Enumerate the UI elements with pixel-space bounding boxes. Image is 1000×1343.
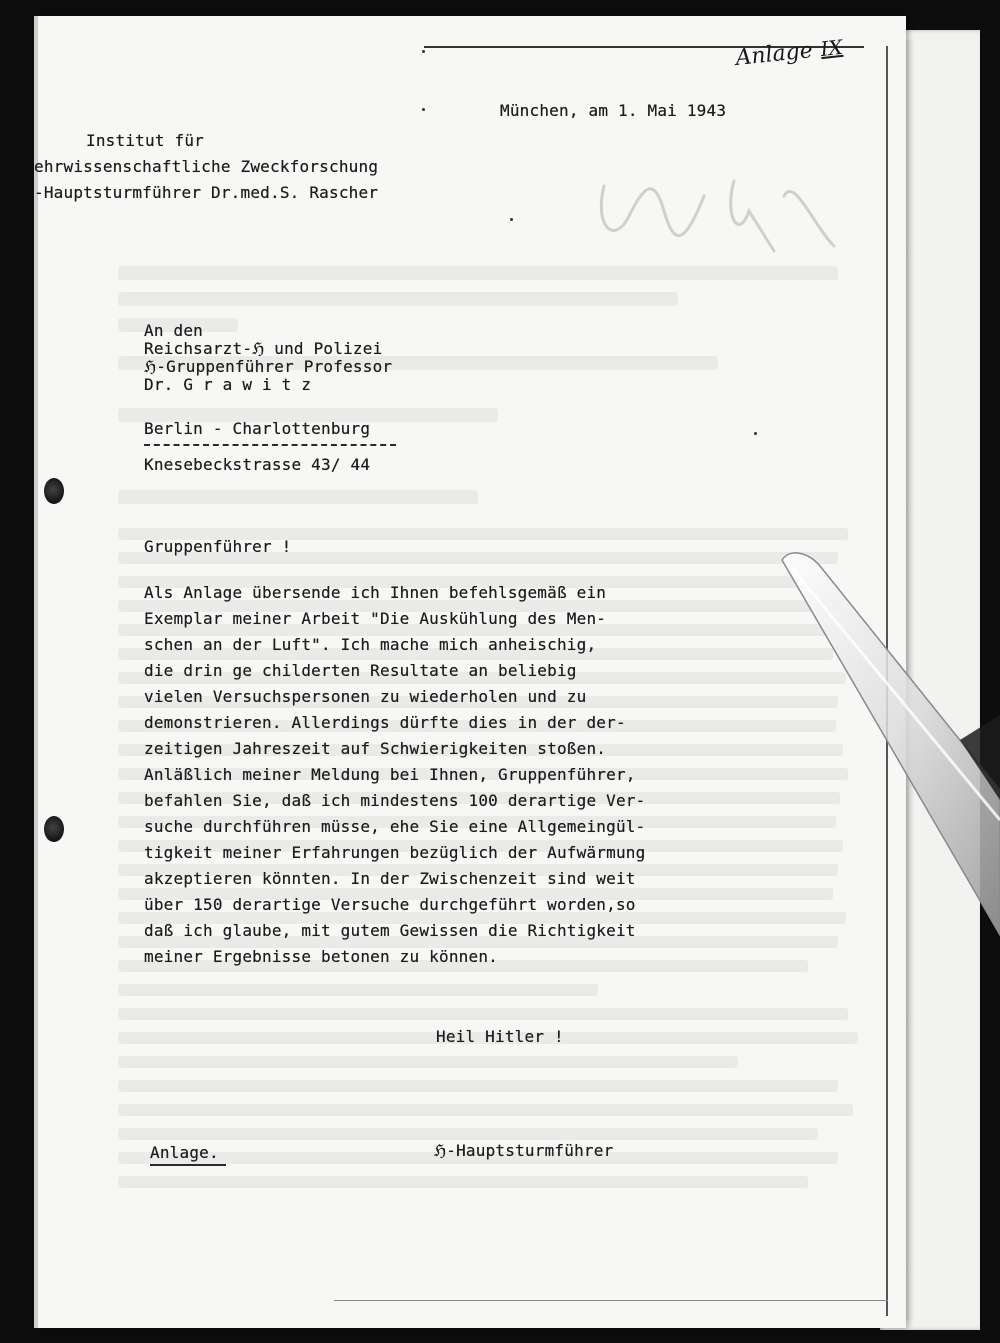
body-line: über 150 derartige Versuche durchgeführt worden,so <box>144 895 636 914</box>
bleed-through-signature-icon <box>534 156 854 266</box>
punch-hole <box>44 478 64 504</box>
annotation-label: Anlage <box>734 38 814 71</box>
stray-mark <box>754 432 757 435</box>
recipient-line-1: An den <box>144 321 203 340</box>
body-line: suche durchführen müsse, ehe Sie eine Allgemeingül- <box>144 817 646 836</box>
body-line: meiner Ergebnisse betonen zu können. <box>144 947 498 966</box>
body-line: zeitigen Jahreszeit auf Schwierigkeiten stoßen. <box>144 739 607 758</box>
closing: Heil Hitler ! <box>436 1027 564 1046</box>
annotation-number: IX <box>819 34 844 62</box>
signature-title: ℌ-Hauptsturmführer <box>434 1141 614 1160</box>
body-line: vielen Versuchspersonen zu wiederholen und zu <box>144 687 587 706</box>
body-line: tigkeit meiner Erfahrungen bezüglich der Aufwärmung <box>144 843 646 862</box>
recipient-line-4: Dr. G r a w i t z <box>144 375 312 394</box>
recipient-street: Knesebeckstrasse 43/ 44 <box>144 455 371 474</box>
body-line: die drin ge childerten Resultate an beliebig <box>144 661 577 680</box>
body-line: daß ich glaube, mit gutem Gewissen die Richtigkeit <box>144 921 636 940</box>
recipient-line-3: ℌ-Gruppenführer Professor <box>144 357 393 376</box>
recipient-city: Berlin - Charlottenburg <box>144 419 371 438</box>
sender-line-3: -Hauptsturmführer Dr.med.S. Rascher <box>34 183 379 202</box>
enclosure-note: Anlage. <box>150 1143 219 1162</box>
stray-mark <box>510 218 513 221</box>
bottom-rule <box>334 1300 888 1301</box>
stray-mark <box>422 50 425 53</box>
recipient-line-2: Reichsarzt-ℌ und Polizei <box>144 339 383 358</box>
enclosure-underline <box>150 1164 226 1166</box>
body-line: Als Anlage übersende ich Ihnen befehlsgemäß ein <box>144 583 607 602</box>
body-line: akzeptieren könnten. In der Zwischenzeit sind weit <box>144 869 636 888</box>
sender-line-2: ehrwissenschaftliche Zweckforschung <box>34 157 379 176</box>
body-line: schen an der Luft". Ich mache mich anheischig, <box>144 635 597 654</box>
handwritten-annotation <box>734 35 843 71</box>
stray-mark <box>422 108 425 111</box>
body-line: befahlen Sie, daß ich mindestens 100 derartige Ver- <box>144 791 646 810</box>
city-underline <box>144 444 396 446</box>
place-date: München, am 1. Mai 1943 <box>500 101 727 120</box>
body-line: Anläßlich meiner Meldung bei Ihnen, Gruppenführer, <box>144 765 636 784</box>
sender-line-1: Institut für <box>86 131 204 150</box>
page-left-edge <box>34 16 38 1328</box>
letter-page <box>34 16 906 1328</box>
right-rule <box>886 46 888 1316</box>
punch-hole <box>44 816 64 842</box>
body-line: Exemplar meiner Arbeit "Die Auskühlung des Men- <box>144 609 607 628</box>
salutation: Gruppenführer ! <box>144 537 292 556</box>
body-line: demonstrieren. Allerdings dürfte dies in der der- <box>144 713 626 732</box>
